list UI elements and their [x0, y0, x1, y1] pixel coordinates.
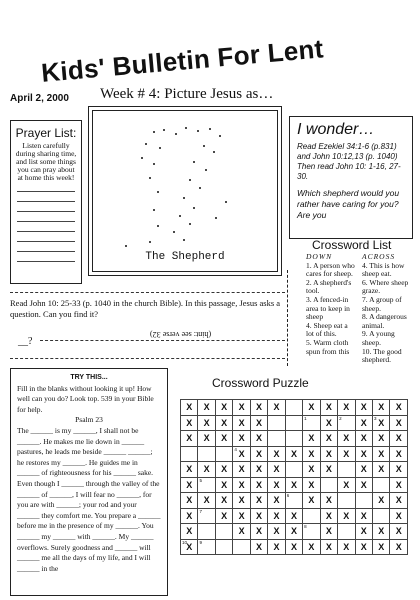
- crossword-cell[interactable]: X: [372, 431, 389, 447]
- crossword-cell[interactable]: X: [250, 462, 267, 478]
- crossword-cell[interactable]: [303, 524, 320, 540]
- crossword-cell[interactable]: X: [215, 508, 232, 524]
- picture-dot: [213, 151, 215, 153]
- crossword-cell[interactable]: X: [233, 508, 250, 524]
- crossword-cell[interactable]: X: [303, 400, 320, 416]
- prayer-list-box: [10, 120, 82, 284]
- clue-number: 6: [286, 493, 290, 498]
- crossword-cell[interactable]: X: [390, 524, 408, 540]
- week-heading: Week # 4: Picture Jesus as…: [100, 86, 274, 102]
- clue-number: 1: [304, 415, 307, 421]
- across-clue: 4. This is how sheep eat.: [362, 260, 405, 279]
- crossword-cell[interactable]: [215, 524, 232, 540]
- clue-number: 4: [234, 446, 237, 452]
- picture-dot: [189, 223, 191, 225]
- i-wonder-reading: Read Ezekiel 34:1-6 (p.831) and John 10:12,13 (p. 1040) Then read John 10: 1-16, 27-30.: [297, 142, 401, 181]
- crossword-cell[interactable]: X: [250, 431, 267, 447]
- clue-number: 7: [199, 508, 202, 514]
- crossword-cell[interactable]: X: [181, 431, 198, 447]
- crossword-cell[interactable]: [233, 539, 250, 555]
- crossword-cell[interactable]: X: [338, 400, 355, 416]
- crossword-puzzle-title: Crossword Puzzle: [212, 376, 309, 390]
- crossword-cell[interactable]: X: [198, 462, 215, 478]
- crossword-cell[interactable]: X: [233, 493, 250, 509]
- crossword-cell[interactable]: X: [250, 493, 267, 509]
- crossword-cell[interactable]: X: [372, 524, 389, 540]
- picture-dot: [145, 143, 147, 145]
- crossword-cell[interactable]: X: [355, 462, 372, 478]
- crossword-cell[interactable]: X: [320, 508, 337, 524]
- crossword-row: [181, 462, 408, 478]
- picture-dot: [141, 157, 143, 159]
- crossword-cell[interactable]: X: [372, 462, 389, 478]
- crossword-cell[interactable]: X: [303, 477, 320, 493]
- crossword-cell[interactable]: X: [303, 539, 320, 555]
- crossword-cell[interactable]: [215, 446, 232, 462]
- crossword-cell[interactable]: X: [233, 431, 250, 447]
- crossword-cell[interactable]: X: [355, 431, 372, 447]
- crossword-cell[interactable]: X: [198, 415, 215, 431]
- crossword-cell[interactable]: X: [268, 493, 285, 509]
- picture-dot: [199, 187, 201, 189]
- picture-dot: [149, 241, 151, 243]
- prayer-line[interactable]: [17, 202, 75, 212]
- crossword-down-clues: [306, 253, 356, 356]
- try-this-intro: Fill in the blanks without looking it up! How well can you do? Look top. 539 in your Bible for help.: [17, 383, 154, 414]
- crossword-cell[interactable]: X: [390, 431, 408, 447]
- prayer-line[interactable]: [17, 212, 75, 222]
- answer-blank[interactable]: __?: [18, 336, 33, 347]
- crossword-cell[interactable]: [268, 415, 285, 431]
- crossword-cell[interactable]: X: [250, 400, 267, 416]
- crossword-cell[interactable]: X: [390, 493, 408, 509]
- crossword-cell[interactable]: X: [303, 431, 320, 447]
- crossword-cell[interactable]: X: [320, 539, 337, 555]
- picture-dot: [193, 161, 195, 163]
- crossword-row: [181, 477, 408, 493]
- bulletin-title: Kids' Bulletin For Lent: [40, 33, 325, 88]
- across-clue: 7. A group of sheep.: [362, 294, 402, 313]
- crossword-cell[interactable]: X: [320, 400, 337, 416]
- crossword-cell[interactable]: X: [372, 539, 389, 555]
- crossword-cell[interactable]: X: [320, 415, 337, 431]
- across-clue: 6. Where sheep graze.: [362, 277, 409, 296]
- crossword-cell[interactable]: [320, 477, 337, 493]
- crossword-cell[interactable]: X: [215, 462, 232, 478]
- crossword-cell[interactable]: X: [355, 446, 372, 462]
- picture-dot: [173, 231, 175, 233]
- picture-dot: [185, 127, 187, 129]
- crossword-cell[interactable]: X: [233, 415, 250, 431]
- i-wonder-question: Which shepherd would you rather have caring for you? Are you: [297, 188, 400, 220]
- crossword-cell[interactable]: X: [233, 524, 250, 540]
- crossword-cell[interactable]: X: [215, 477, 232, 493]
- across-heading: ACROSS: [362, 252, 396, 261]
- try-this-title: TRY THIS...: [70, 374, 108, 381]
- crossword-cell[interactable]: X: [320, 446, 337, 462]
- crossword-row: [181, 415, 408, 431]
- crossword-cell[interactable]: X: [338, 477, 355, 493]
- picture-dot: [149, 177, 151, 179]
- crossword-cell[interactable]: X: [320, 431, 337, 447]
- picture-dot: [219, 135, 221, 137]
- picture-dot: [157, 225, 159, 227]
- crossword-row: [181, 508, 408, 524]
- prayer-line[interactable]: [17, 192, 75, 202]
- picture-dot: [183, 239, 185, 241]
- crossword-cell[interactable]: X: [181, 400, 198, 416]
- clue-number: 3: [373, 415, 377, 421]
- crossword-cell[interactable]: X: [320, 493, 337, 509]
- crossword-cell[interactable]: X: [355, 524, 372, 540]
- prayer-list-instructions: Listen carefully during sharing time, and list some things you can pray about at home this week!: [15, 141, 77, 182]
- crossword-cell[interactable]: X: [181, 477, 198, 493]
- crossword-cell[interactable]: X: [181, 462, 198, 478]
- crossword-cell[interactable]: X: [390, 462, 408, 478]
- crossword-cell[interactable]: X: [285, 508, 302, 524]
- crossword-cell[interactable]: X: [320, 462, 337, 478]
- crossword-cell[interactable]: X: [303, 462, 320, 478]
- crossword-cell[interactable]: [198, 524, 215, 540]
- crossword-cell[interactable]: X: [250, 508, 267, 524]
- crossword-cell[interactable]: [198, 477, 215, 493]
- crossword-cell[interactable]: [338, 524, 355, 540]
- crossword-cell[interactable]: X: [198, 400, 215, 416]
- clue-number: 9: [199, 539, 202, 545]
- picture-dot: [159, 147, 161, 149]
- prayer-line[interactable]: [17, 182, 75, 192]
- crossword-cell[interactable]: X: [285, 524, 302, 540]
- crossword-row: [181, 524, 408, 540]
- crossword-cell[interactable]: [285, 462, 302, 478]
- crossword-cell[interactable]: X: [250, 446, 267, 462]
- across-clue: 10. The good shepherd.: [362, 346, 402, 365]
- crossword-list-title: Crossword List: [312, 238, 392, 252]
- crossword-cell[interactable]: X: [390, 477, 408, 493]
- crossword-cell[interactable]: X: [268, 462, 285, 478]
- down-clue: 3. A fenced-in area to keep in sheep: [306, 294, 350, 322]
- across-clue: 9. A young sheep.: [362, 329, 395, 347]
- picture-dot: [175, 133, 177, 135]
- crossword-cell[interactable]: [198, 508, 215, 524]
- crossword-cell[interactable]: X: [250, 415, 267, 431]
- picture-dot: [215, 217, 217, 219]
- picture-dot: [209, 128, 211, 130]
- crossword-cell[interactable]: X: [215, 400, 232, 416]
- crossword-cell[interactable]: X: [181, 415, 198, 431]
- crossword-cell[interactable]: X: [338, 431, 355, 447]
- down-clue: 4. Sheep eat a lot of this.: [306, 320, 348, 339]
- crossword-cell[interactable]: X: [268, 508, 285, 524]
- prayer-list-title: Prayer List:: [15, 126, 77, 140]
- crossword-cell[interactable]: X: [338, 446, 355, 462]
- crossword-cell[interactable]: X: [390, 415, 408, 431]
- crossword-cell[interactable]: X: [355, 539, 372, 555]
- down-clue: 2. A shepherd's tool.: [306, 277, 352, 296]
- crossword-cell[interactable]: X: [355, 415, 372, 431]
- dashed-divider: [10, 358, 285, 359]
- crossword-cell[interactable]: X: [198, 493, 215, 509]
- crossword-cell[interactable]: X: [372, 446, 389, 462]
- crossword-cell[interactable]: [198, 446, 215, 462]
- crossword-cell[interactable]: X: [181, 508, 198, 524]
- picture-label: The Shepherd: [145, 251, 225, 263]
- crossword-cell[interactable]: X: [355, 400, 372, 416]
- crossword-cell[interactable]: X: [390, 400, 408, 416]
- down-clue: 1. A person who cares for sheep.: [306, 260, 355, 279]
- crossword-cell[interactable]: [372, 508, 389, 524]
- crossword-cell[interactable]: X: [268, 539, 285, 555]
- crossword-cell[interactable]: X: [338, 508, 355, 524]
- crossword-cell[interactable]: X: [303, 446, 320, 462]
- crossword-cell[interactable]: X: [355, 477, 372, 493]
- picture-dot: [205, 169, 207, 171]
- crossword-cell[interactable]: X: [215, 431, 232, 447]
- i-wonder-title: I wonder…: [297, 121, 375, 138]
- try-this-box: [10, 368, 168, 596]
- crossword-cell[interactable]: X: [390, 446, 408, 462]
- crossword-cell[interactable]: X: [285, 539, 302, 555]
- crossword-cell[interactable]: X: [390, 508, 408, 524]
- crossword-cell[interactable]: X: [233, 462, 250, 478]
- upside-down-hint: (hint: see verse 32): [150, 330, 212, 339]
- picture-frame: [92, 110, 278, 272]
- down-heading: DOWN: [306, 252, 333, 261]
- crossword-cell[interactable]: X: [355, 508, 372, 524]
- crossword-cell[interactable]: X: [303, 493, 320, 509]
- down-clue: 5. Warm cloth spun from this: [306, 337, 350, 356]
- dashed-divider: [10, 292, 285, 293]
- crossword-cell[interactable]: [285, 400, 302, 416]
- crossword-cell[interactable]: X: [268, 446, 285, 462]
- clue-number: 8: [304, 524, 307, 529]
- crossword-cell[interactable]: X: [268, 524, 285, 540]
- crossword-grid[interactable]: [180, 399, 408, 555]
- crossword-cell[interactable]: [303, 415, 320, 431]
- crossword-cell[interactable]: X: [268, 400, 285, 416]
- crossword-cell[interactable]: [285, 493, 302, 509]
- clue-number: 5: [199, 477, 202, 483]
- connect-the-dots-picture: [88, 106, 282, 276]
- crossword-row: [181, 493, 408, 509]
- crossword-cell[interactable]: X: [233, 477, 250, 493]
- crossword-cell[interactable]: [181, 446, 198, 462]
- picture-dot: [153, 209, 155, 211]
- picture-dot: [179, 215, 181, 217]
- crossword-cell[interactable]: [285, 431, 302, 447]
- prayer-line[interactable]: [17, 222, 75, 232]
- crossword-row: [181, 539, 408, 555]
- crossword-row: [181, 446, 408, 462]
- picture-dot: [153, 131, 155, 133]
- picture-dot: [225, 201, 227, 203]
- picture-dot: [193, 207, 195, 209]
- answer-line[interactable]: [40, 340, 285, 341]
- clue-number: 10: [182, 539, 188, 545]
- crossword-cell[interactable]: X: [250, 477, 267, 493]
- vertical-dashed-divider: [287, 270, 288, 366]
- across-clue: 8. A dangerous animal.: [362, 312, 407, 330]
- crossword-cell[interactable]: 10 X: [181, 539, 198, 555]
- crossword-cell[interactable]: X: [215, 415, 232, 431]
- crossword-cell[interactable]: X: [198, 431, 215, 447]
- crossword-cell[interactable]: X: [181, 524, 198, 540]
- psalm-heading: Psalm 23: [75, 415, 103, 425]
- i-wonder-box: [289, 116, 413, 239]
- clue-number: 2: [339, 415, 342, 421]
- crossword-cell[interactable]: X: [215, 493, 232, 509]
- crossword-cell[interactable]: X: [285, 446, 302, 462]
- crossword-cell[interactable]: [338, 462, 355, 478]
- crossword-cell[interactable]: [355, 493, 372, 509]
- reading-passage: Read John 10: 25-33 (p. 1040 in the church Bible). In this passage, Jesus asks a question. Can you find it?: [10, 298, 281, 319]
- picture-dot: [189, 179, 191, 181]
- picture-dot: [153, 163, 155, 165]
- crossword-cell[interactable]: [338, 493, 355, 509]
- prayer-line[interactable]: [17, 232, 75, 242]
- crossword-cell[interactable]: X: [372, 400, 389, 416]
- picture-dot: [163, 129, 165, 131]
- crossword-cell[interactable]: 3 X: [372, 415, 389, 431]
- crossword-cell[interactable]: [372, 477, 389, 493]
- crossword-cell[interactable]: X: [268, 477, 285, 493]
- crossword-cell[interactable]: X: [390, 539, 408, 555]
- picture-dot: [157, 191, 159, 193]
- picture-dot: [197, 130, 199, 132]
- crossword-cell[interactable]: X: [250, 539, 267, 555]
- crossword-cell[interactable]: X: [372, 493, 389, 509]
- prayer-line[interactable]: [17, 252, 75, 262]
- crossword-cell[interactable]: X: [233, 400, 250, 416]
- crossword-across-clues: [362, 253, 412, 365]
- crossword-cell[interactable]: [198, 539, 215, 555]
- crossword-row: [181, 400, 408, 416]
- crossword-cell[interactable]: [303, 508, 320, 524]
- crossword-cell[interactable]: [338, 415, 355, 431]
- prayer-line[interactable]: [17, 242, 75, 252]
- crossword-cell[interactable]: X: [285, 477, 302, 493]
- crossword-cell[interactable]: [268, 431, 285, 447]
- picture-dot: [203, 145, 205, 147]
- bulletin-date: April 2, 2000: [10, 93, 69, 104]
- crossword-row: [181, 431, 408, 447]
- crossword-cell[interactable]: X: [338, 539, 355, 555]
- crossword-cell[interactable]: X: [320, 524, 337, 540]
- psalm-fill-in-text[interactable]: The ______ is my ______, I shall not be ______. He makes me lie down in ______ pastures, he leads me beside ______ ______; he restores my ______. He guides me in ______ of righteousness for his ______ sake. Even though I ______ through the valley of the ______ of ______, I will fear no ______, for you are with ______; your rod and your ______ they comfort me. You prepare a ______ before me in the presence of my ______. You ______ my ______ with ______. My ______ overflows. Surely goodness and ______ will ______ me all the days of my life, and I will ______ in the: [17, 425, 161, 573]
- picture-dot: [183, 197, 185, 199]
- crossword-cell[interactable]: X: [250, 524, 267, 540]
- crossword-cell[interactable]: 4 X: [233, 446, 250, 462]
- prayer-lines: [15, 182, 77, 262]
- crossword-cell[interactable]: X: [181, 493, 198, 509]
- crossword-cell[interactable]: [215, 539, 232, 555]
- picture-dot: [125, 245, 127, 247]
- crossword-cell[interactable]: [285, 415, 302, 431]
